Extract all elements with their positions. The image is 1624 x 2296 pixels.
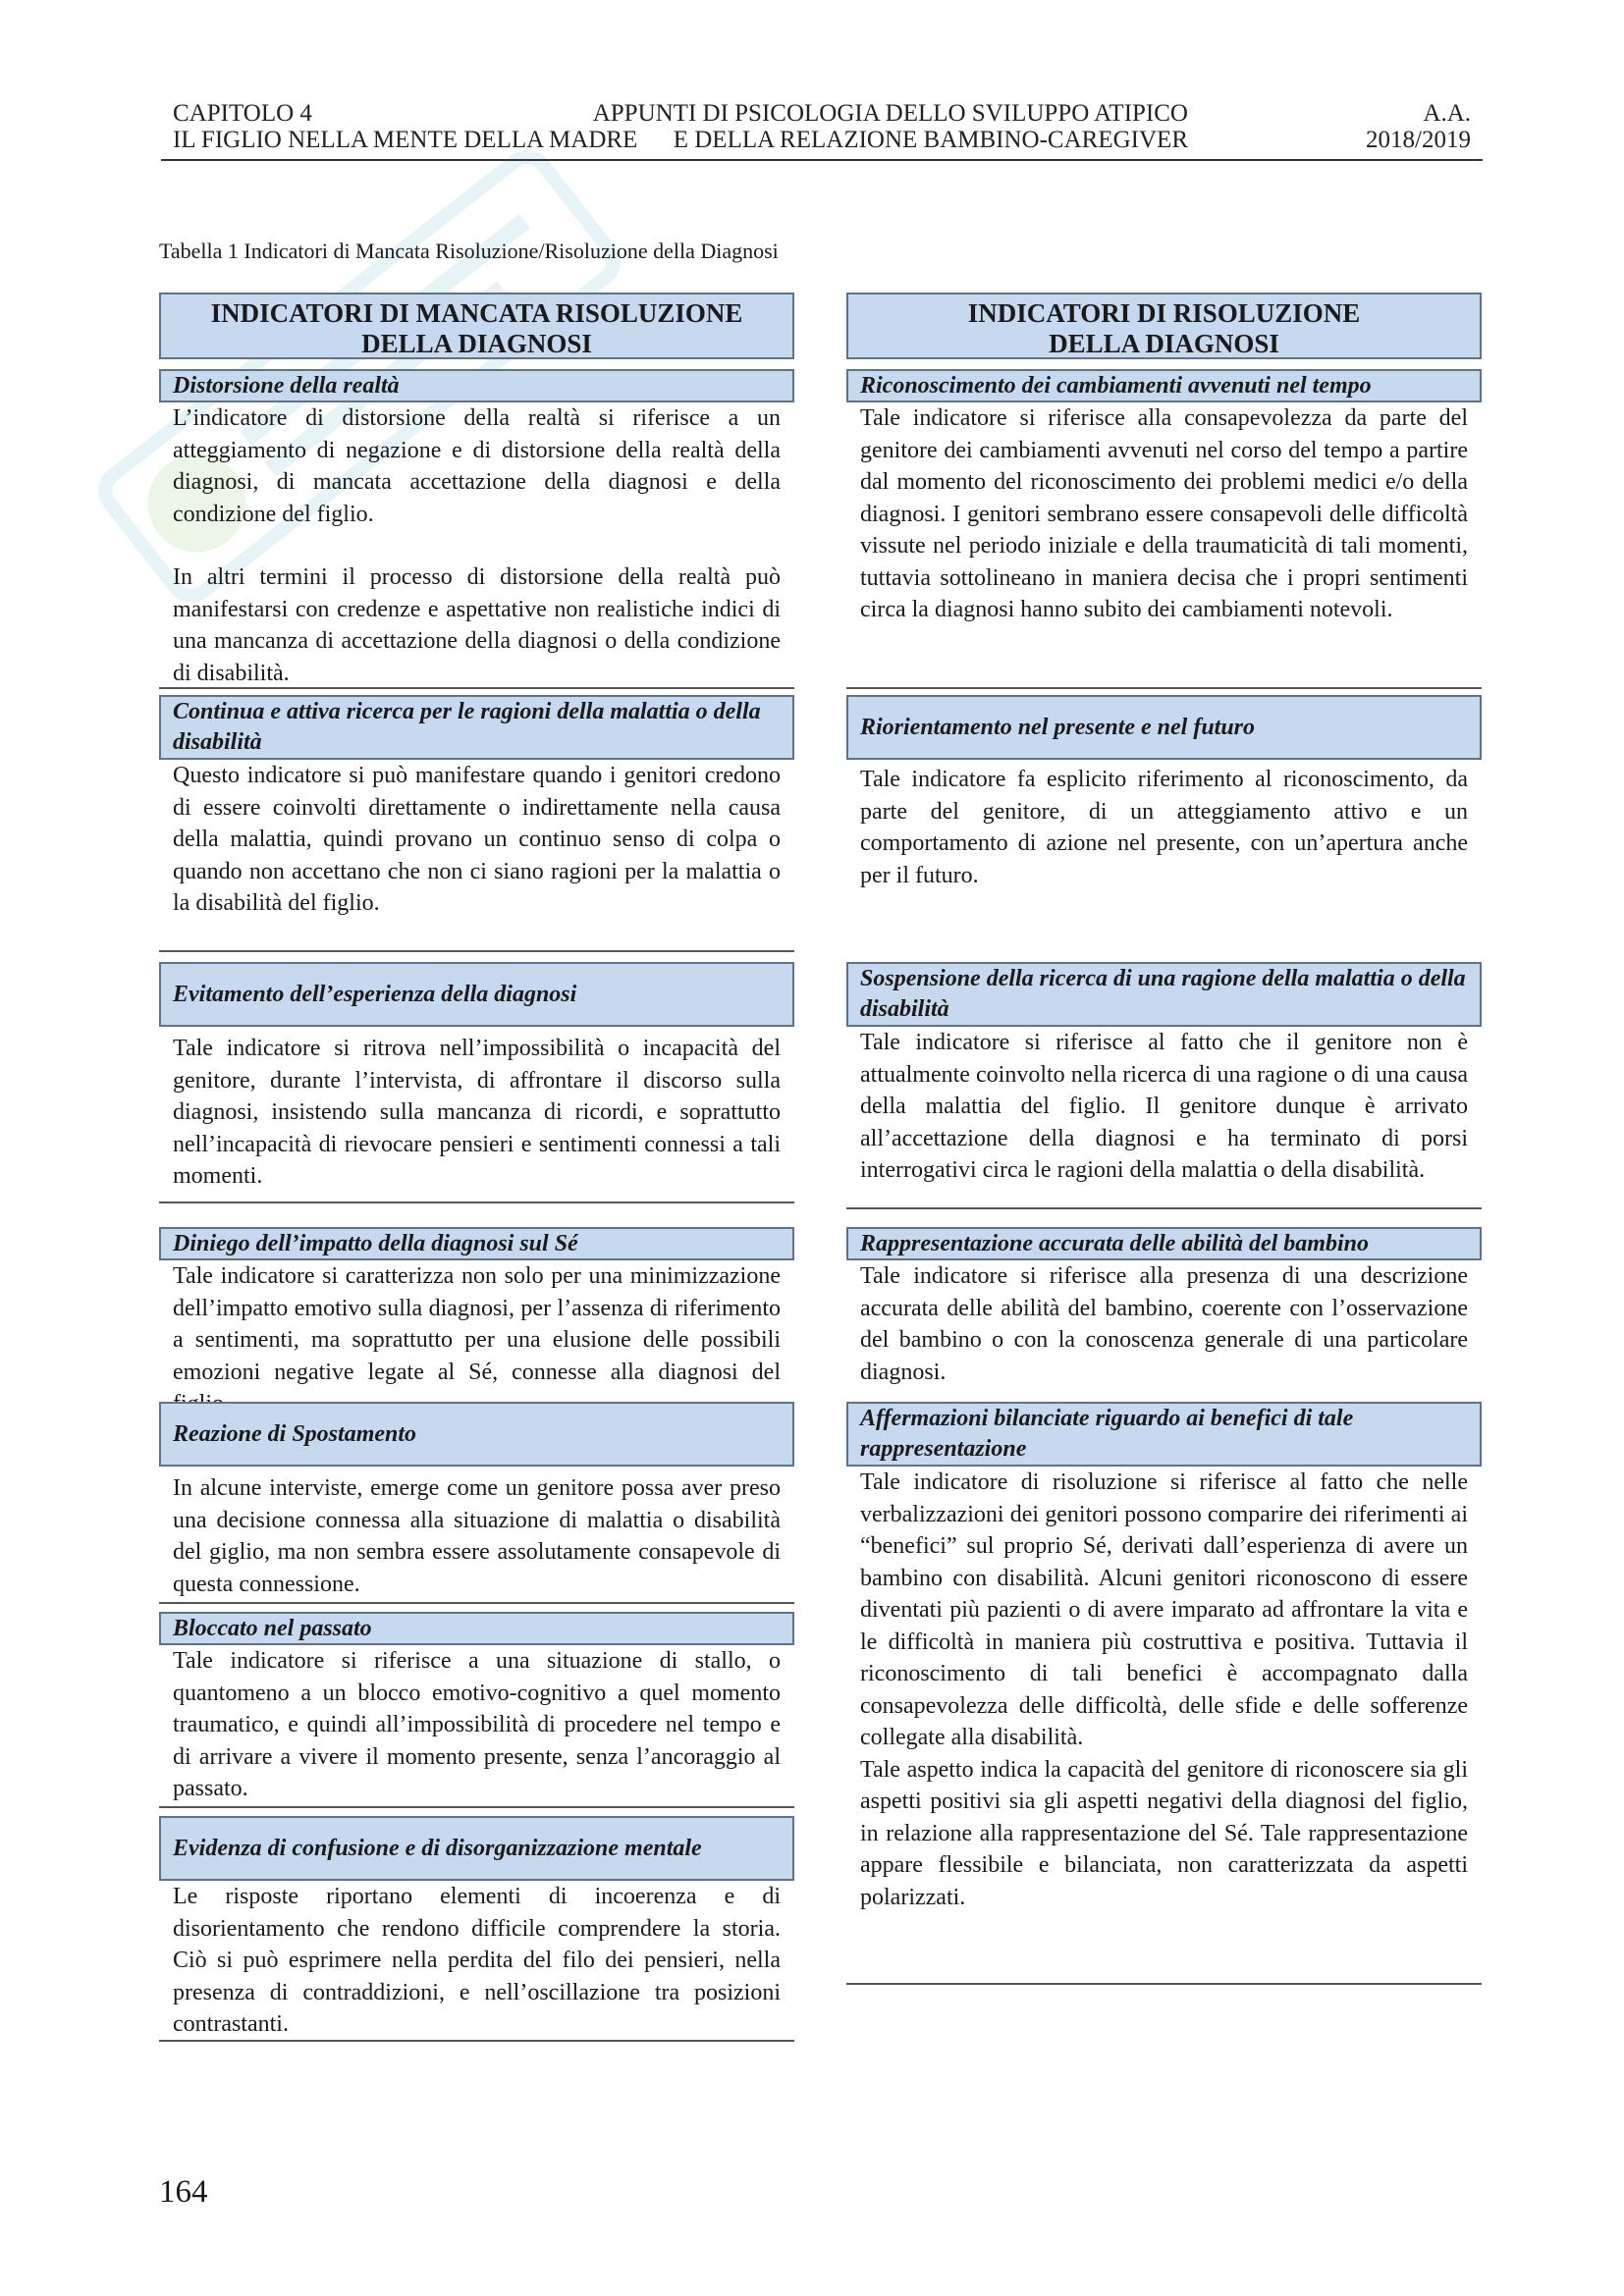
indicator-block (846, 962, 1482, 1209)
indicator-body (159, 1027, 794, 1203)
indicator-text: Tale indicatore si ritrova nell’impossibilità o incapacità del genitore, durante l’intervista, di affrontare il discorso sulla diagnosi, insistendo sulla mancanza di ricordi, e soprattutto nell’incapacità di rievocare pensieri e sentimenti connessi a tali momenti. (173, 1036, 781, 1189)
indicator-heading: Riorientamento nel presente e nel futuro (846, 695, 1482, 760)
column-title (846, 293, 1482, 359)
column-mancata-risoluzione (159, 293, 794, 2037)
chapter-label: CAPITOLO 4 (173, 100, 312, 127)
column-title-line-1: INDICATORI DI MANCATA RISOLUZIONE (210, 298, 743, 328)
column-title-line-1: INDICATORI DI RISOLUZIONE (967, 298, 1361, 328)
indicator-body (159, 760, 794, 952)
indicator-text: Tale indicatore di risoluzione si riferisce al fatto che nelle verbalizzazioni dei genitori possono comparire dei riferimenti ai “benefici” sul proprio Sé, derivati dall’esperienza di avere un bambino con disabilità. Alcuni genitori riconoscono di essere diventati più pazienti o di avere imparato ad affrontare la vita e le difficoltà in maniera più costruttiva e positiva. Tuttavia il riconoscimento di tali benefici è accompagnato dalla consapevolezza delle difficoltà, delle sfide e delle sofferenze collegate alla disabilità. (860, 1469, 1468, 1750)
indicator-heading: Diniego dell’impatto della diagnosi sul Sé (159, 1227, 794, 1260)
indicator-body (159, 1881, 794, 2042)
indicator-block (159, 1402, 794, 1604)
indicator-block (846, 1227, 1482, 1421)
indicator-text: Tale aspetto indica la capacità del genitore di riconoscere sia gli aspetti positivi sia gli aspetti negativi della diagnosi del figlio, in relazione alla rappresentazione del Sé. Tale rappresentazione appare flessibile e bilanciata, non caratterizzata da aspetti polarizzati. (860, 1756, 1468, 1910)
indicator-text: In alcune interviste, emerge come un genitore possa aver preso una decisione connessa alla situazione di malattia o disabilità del giglio, ma non sembra essere assolutamente consapevole di questa connessione. (173, 1475, 781, 1597)
indicator-text: Tale indicatore si riferisce alla presenza di una descrizione accurata delle abilità del bambino, coerente con l’osservazione del bambino o con la conoscenza generale di una particolare diagnosi. (860, 1263, 1468, 1385)
header-year (1355, 100, 1471, 153)
course-line-2: E DELLA RELAZIONE BAMBINO-CAREGIVER (673, 127, 1188, 153)
column-title-line-2: DELLA DIAGNOSI (1049, 329, 1279, 358)
year-value: 2018/2019 (1366, 127, 1471, 153)
indicator-body (846, 402, 1482, 689)
indicator-heading: Riconoscimento dei cambiamenti avvenuti nel tempo (846, 369, 1482, 402)
indicator-block (159, 695, 794, 952)
indicator-heading: Rappresentazione accurata delle abilità del bambino (846, 1227, 1482, 1260)
header-course (550, 100, 1335, 153)
column-title-line-2: DELLA DIAGNOSI (361, 329, 592, 358)
table-caption: Tabella 1 Indicatori di Mancata Risoluzione/Risoluzione della Diagnosi (159, 239, 779, 263)
indicator-heading: Bloccato nel passato (159, 1612, 794, 1645)
indicator-body (846, 1027, 1482, 1209)
column-title (159, 293, 794, 359)
course-line-1: APPUNTI DI PSICOLOGIA DELLO SVILUPPO ATIPICO (592, 100, 1188, 127)
indicator-text: Tale indicatore si riferisce al fatto che il genitore non è attualmente coinvolto nella ricerca di una ragione o di una causa della malattia del figlio. Il genitore dunque è arrivato all’accettazione della diagnosi e ha terminato di porsi interrogativi circa le ragioni della malattia o della disabilità. (860, 1030, 1468, 1183)
indicator-heading: Continua e attiva ricerca per le ragioni della malattia o della disabilità (159, 695, 794, 760)
indicator-text: In altri termini il processo di distorsione della realtà può manifestarsi con credenze e aspettative non realistiche indici di una mancanza di accettazione della diagnosi o della condizione di disabilità. (173, 564, 781, 686)
indicator-body (846, 760, 1482, 952)
indicator-block (159, 369, 794, 689)
indicator-text: Tale indicatore si riferisce alla consapevolezza da parte del genitore dei cambiamenti avvenuti nel corso del tempo a partire dal momento del riconoscimento dei problemi medici e/o della diagnosi. I genitori sembrano essere consapevoli delle difficoltà vissute nel periodo iniziale e della traumaticità di tali momenti, tuttavia sottolineano in maniera decisa che i propri sentimenti circa la diagnosi hanno subito dei cambiamenti notevoli. (860, 405, 1468, 622)
indicator-body (159, 402, 794, 689)
indicator-text: Questo indicatore si può manifestare quando i genitori credono di essere coinvolti direttamente o indirettamente nella causa della malattia, quindi provano un continuo senso di colpa o quando non accettano che non ci siano ragioni per la malattia o la disabilità del figlio. (173, 763, 781, 916)
indicator-heading: Distorsione della realtà (159, 369, 794, 402)
indicator-text: Tale indicatore si riferisce a una situazione di stallo, o quantomeno a un blocco emotivo-cognitivo a quel momento traumatico, e quindi all’impossibilità di procedere nel tempo e di arrivare a vivere il momento presente, senza l’ancoraggio al passato. (173, 1648, 781, 1801)
indicator-block (159, 1612, 794, 1808)
chapter-title: IL FIGLIO NELLA MENTE DELLA MADRE (173, 127, 638, 153)
indicator-heading: Reazione di Spostamento (159, 1402, 794, 1467)
indicator-block (846, 369, 1482, 689)
indicator-heading: Evidenza di confusione e di disorganizzazione mentale (159, 1816, 794, 1881)
indicator-text: Le risposte riportano elementi di incoerenza e di disorientamento che rendono difficile comprendere la storia. Ciò si può esprimere nella perdita del filo dei pensieri, nella presenza di contraddizioni, e nell’oscillazione tra posizioni contrastanti. (173, 1884, 781, 2037)
indicator-heading: Sospensione della ricerca di una ragione della malattia o della disabilità (846, 962, 1482, 1027)
column-risoluzione (846, 293, 1482, 1910)
indicator-block (159, 962, 794, 1203)
indicator-text: Tale indicatore si caratterizza non solo per una minimizzazione dell’impatto emotivo sulla diagnosi, per l’assenza di riferimento a sentimenti, ma soprattutto per una elusione delle possibili emozioni negative legate al Sé, connesse alla diagnosi del (173, 1263, 781, 1385)
indicator-block (846, 1402, 1482, 1985)
indicator-body (159, 1260, 794, 1421)
year-label: A.A. (1423, 100, 1471, 127)
indicator-body (846, 1467, 1482, 1985)
indicator-heading: Affermazioni bilanciate riguardo ai benefici di tale rappresentazione (846, 1402, 1482, 1467)
indicator-body (159, 1645, 794, 1808)
indicator-block (159, 1816, 794, 2042)
indicator-heading: Evitamento dell’esperienza della diagnosi (159, 962, 794, 1027)
indicator-block (846, 695, 1482, 952)
indicator-body (846, 1260, 1482, 1421)
header-rule (161, 159, 1483, 161)
indicator-text: L’indicatore di distorsione della realtà si riferisce a un atteggiamento di negazione e di distorsione della realtà della diagnosi, di mancata accettazione della diagnosi e della condizione del figlio. (173, 405, 781, 527)
indicator-text: Tale indicatore fa esplicito riferimento al riconoscimento, da parte del genitore, di un atteggiamento attivo e un comportamento di azione nel presente, con un’apertura anche per il futuro. (860, 767, 1468, 888)
indicator-body (159, 1467, 794, 1604)
page-number: 164 (159, 2174, 208, 2210)
indicator-block (159, 1227, 794, 1421)
